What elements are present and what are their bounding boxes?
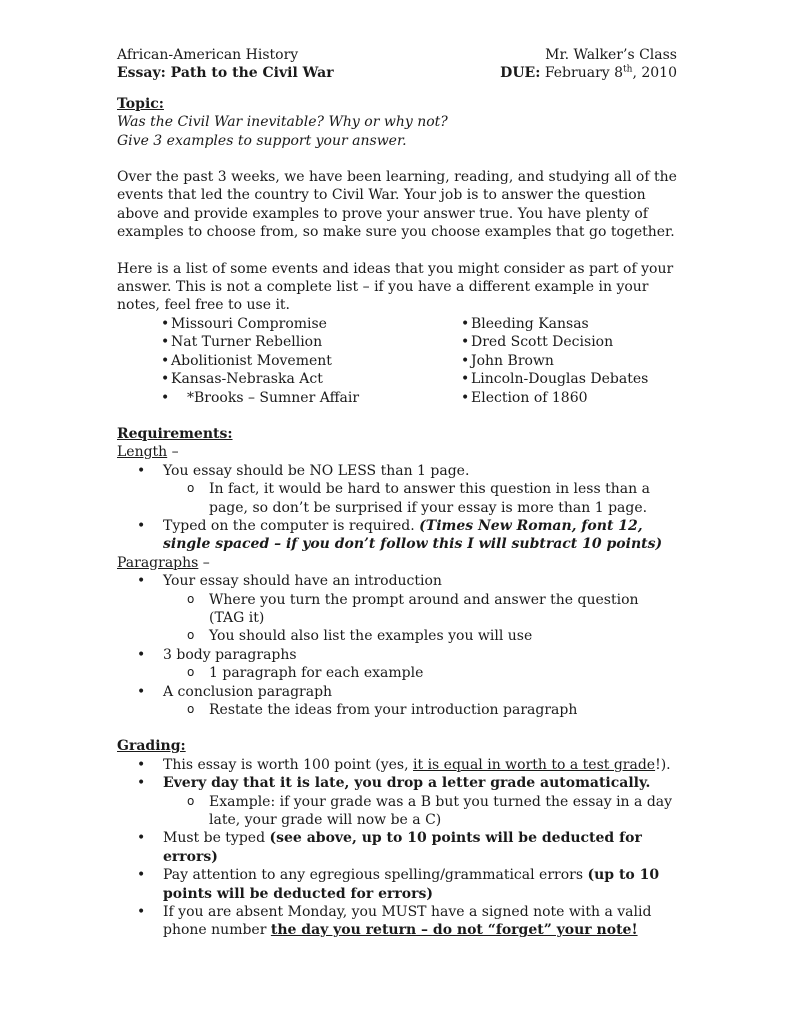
list-item-text: Must be typed bbox=[163, 830, 270, 847]
sub-list-item: o You should also list the examples you will use bbox=[163, 627, 677, 645]
list-item-text: 3 body paragraphs bbox=[163, 646, 297, 663]
list-item bbox=[117, 462, 677, 517]
list-item bbox=[117, 903, 677, 940]
sub-list-item: o Where you turn the prompt around and answer the question (TAG it) bbox=[163, 591, 677, 628]
length-subheading bbox=[117, 443, 677, 461]
list-item-emphasis: (Times New Roman, font 12, single spaced – if you don’t follow this I will subtract 10 points) bbox=[163, 517, 663, 553]
due-label: DUE: bbox=[500, 65, 541, 82]
sub-list bbox=[163, 664, 677, 682]
list-item bbox=[117, 774, 677, 829]
list-item bbox=[117, 756, 677, 774]
sub-list-item: o 1 paragraph for each example bbox=[163, 664, 677, 682]
paragraphs-subheading bbox=[117, 554, 677, 572]
due-date-suffix: th bbox=[623, 64, 633, 75]
intro-paragraph: Over the past 3 weeks, we have been learning, reading, and studying all of the events that led the country to Civil War. Your job is to answer the question above and provide examples to prove your answer true. You have plenty of examples to choose from, so make sure you choose examples that go together. bbox=[117, 169, 677, 241]
event-label: Nat Turner Rebellion bbox=[171, 334, 323, 351]
events-right-column bbox=[461, 315, 661, 407]
topic-heading: Topic: bbox=[117, 95, 164, 112]
teacher-name: Mr. Walker’s Class bbox=[545, 47, 677, 63]
list-item-text: This essay is worth 100 point (yes, bbox=[163, 756, 414, 773]
event-label: *Brooks – Sumner Affair bbox=[187, 389, 360, 406]
grading-list bbox=[117, 756, 677, 940]
list-item-text: Your essay should have an introduction bbox=[163, 573, 442, 590]
topic-question-2: Give 3 examples to support your answer. bbox=[117, 132, 407, 149]
list-item-text-end: !). bbox=[655, 756, 671, 773]
events-list bbox=[117, 315, 677, 407]
event-label: John Brown bbox=[471, 352, 554, 369]
event-item: • Abolitionist Movement bbox=[161, 352, 332, 369]
list-item bbox=[117, 829, 677, 866]
list-item-text: Pay attention to any egregious spelling/grammatical errors bbox=[163, 867, 588, 884]
event-item: • Election of 1860 bbox=[461, 389, 588, 406]
paragraphs-list bbox=[117, 572, 677, 719]
event-item: • Nat Turner Rebellion bbox=[161, 334, 323, 351]
list-item-emphasis: (up to 10 points will be deducted for errors) bbox=[163, 867, 660, 902]
document-page bbox=[117, 46, 677, 940]
length-label: Length bbox=[117, 444, 168, 461]
event-item: • Missouri Compromise bbox=[161, 315, 327, 332]
length-list bbox=[117, 462, 677, 554]
header-row-2 bbox=[117, 64, 677, 82]
sub-list bbox=[163, 480, 677, 517]
list-item bbox=[117, 572, 677, 646]
list-item-text: You essay should be NO LESS than 1 page. bbox=[163, 462, 470, 479]
events-left-column bbox=[161, 315, 461, 407]
due-date bbox=[500, 64, 677, 82]
event-label: Lincoln-Douglas Debates bbox=[471, 371, 649, 388]
event-item: • *Brooks – Sumner Affair bbox=[161, 389, 360, 406]
list-item-underlined: it is equal in worth to a test grade bbox=[413, 756, 656, 773]
requirements-heading: Requirements: bbox=[117, 425, 233, 442]
sub-list bbox=[163, 793, 677, 830]
due-date-year: , 2010 bbox=[632, 65, 677, 82]
event-label: Dred Scott Decision bbox=[471, 334, 614, 351]
event-label: Election of 1860 bbox=[471, 389, 588, 406]
list-item bbox=[117, 866, 677, 903]
list-item-emphasis: (see above, up to 10 points will be deducted for errors) bbox=[163, 830, 642, 865]
event-label: Abolitionist Movement bbox=[171, 352, 332, 369]
sub-list-item: o Restate the ideas from your introduction paragraph bbox=[163, 701, 677, 719]
essay-title: Essay: Path to the Civil War bbox=[117, 65, 334, 82]
event-label: Bleeding Kansas bbox=[471, 315, 589, 332]
list-item bbox=[117, 646, 677, 683]
event-item: • Bleeding Kansas bbox=[461, 315, 589, 332]
list-item-text: If you are absent Monday, you MUST have a signed note with a valid phone number bbox=[163, 904, 652, 939]
list-item-text: A conclusion paragraph bbox=[163, 683, 333, 700]
sub-list bbox=[163, 701, 677, 719]
paragraphs-label: Paragraphs bbox=[117, 554, 199, 571]
list-item-emphasis: the day you return – do not “forget” your note! bbox=[270, 922, 638, 939]
due-date-main: February 8 bbox=[544, 65, 624, 82]
course-name: African-American History bbox=[117, 47, 299, 63]
list-item bbox=[117, 517, 677, 554]
list-item-emphasis: Every day that it is late, you drop a letter grade automatically. bbox=[163, 775, 651, 792]
event-label: Kansas-Nebraska Act bbox=[171, 371, 323, 388]
event-item: • Dred Scott Decision bbox=[461, 334, 614, 351]
topic-question-1: Was the Civil War inevitable? Why or why not? bbox=[117, 114, 448, 131]
sub-list bbox=[163, 591, 677, 646]
list-intro: Here is a list of some events and ideas that you might consider as part of your answer. This is not a complete list – if you have a different example in your notes, feel free to use it. bbox=[117, 260, 674, 314]
grading-heading: Grading: bbox=[117, 738, 186, 755]
sub-list-item: o Example: if your grade was a B but you turned the essay in a day late, your grade will now be a C) bbox=[163, 793, 677, 830]
event-item: • Lincoln-Douglas Debates bbox=[461, 371, 649, 388]
event-item: • John Brown bbox=[461, 352, 554, 369]
length-dash: – bbox=[167, 444, 179, 461]
list-item-text: Typed on the computer is required. bbox=[163, 517, 420, 534]
event-item: • Kansas-Nebraska Act bbox=[161, 371, 323, 388]
header-row-1 bbox=[117, 46, 677, 64]
event-label: Missouri Compromise bbox=[171, 315, 327, 332]
list-item bbox=[117, 683, 677, 720]
sub-list-item: o In fact, it would be hard to answer this question in less than a page, so don’t be surprised if your essay is more than 1 page. bbox=[163, 480, 677, 517]
paragraphs-dash: – bbox=[198, 554, 210, 571]
